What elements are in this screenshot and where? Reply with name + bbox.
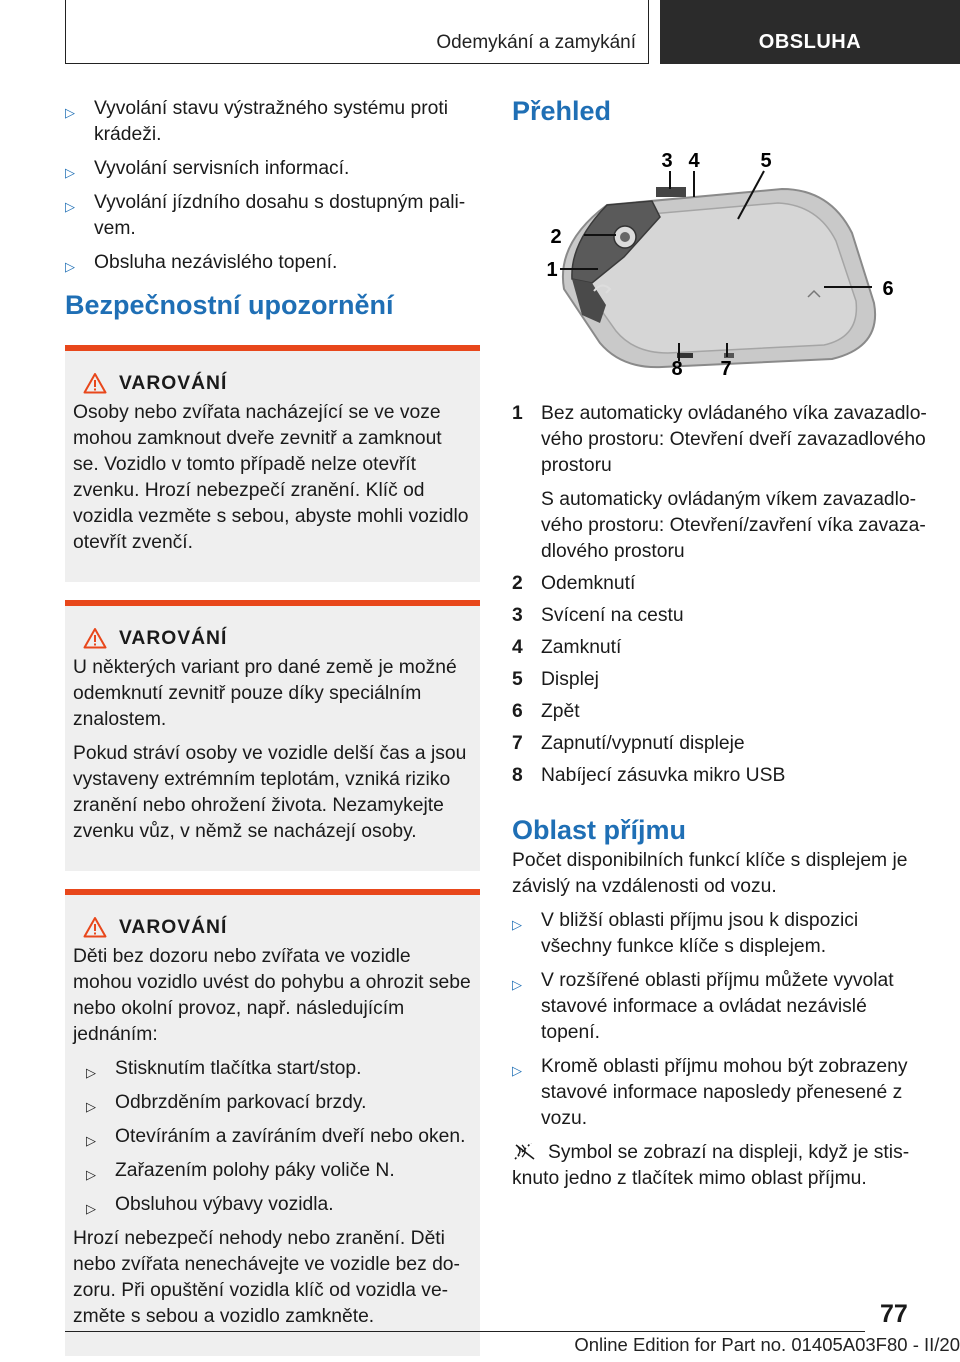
legend-number: 3 <box>512 605 523 626</box>
display-key-drawing <box>512 147 930 379</box>
warning-text: Pokud stráví osoby ve vozidle delší čas a jsou vystaveny extrémním teplotám, vzniká riziko zranění nebo ohrožení života. Nezamykejte zvenku vůz, v němž se nacházejí osoby. <box>73 743 467 842</box>
warning-text: Hrozí nebezpečí nehody nebo zranění. Děti nebo zvířata nenechávejte ve vozidle bez dozoru. Při opuštění vozidla klíč od vozidla vezměte s sebou a vozidlo zamkněte. <box>73 1228 460 1327</box>
triangle-bullet-icon: ▷ <box>512 977 522 992</box>
triangle-bullet-icon: ▷ <box>65 199 75 214</box>
warning-bullet-list <box>86 1056 472 1218</box>
legend-item: 2 Odemknutí <box>512 571 930 597</box>
triangle-bullet-icon: ▷ <box>512 1063 522 1078</box>
warning-box <box>65 345 480 582</box>
warning-title: VAROVÁNÍ <box>73 915 472 941</box>
list-item: ▷ Kromě oblasti příjmu mohou být zobrazeny stavové informace naposledy přenesené z vozu. <box>512 1056 908 1129</box>
legend-number: 6 <box>512 701 523 722</box>
header-rule-middle <box>648 0 649 64</box>
legend-number: 2 <box>512 573 523 594</box>
warning-title: VAROVÁNÍ <box>73 371 472 397</box>
legend-item: 4 Zamknutí <box>512 635 930 661</box>
callout-number: 5 <box>760 150 772 172</box>
list-item: ▷ Zařazením polohy páky voliče N. <box>86 1158 472 1184</box>
list-item: ▷ Odbrzděním parkovací brzdy. <box>86 1090 472 1116</box>
legend-number: 7 <box>512 733 523 754</box>
out-of-range-signal-icon <box>512 1143 540 1161</box>
range-bullet-list <box>512 908 930 1132</box>
warning-text: Osoby nebo zvířata nacházející se ve voze mohou zamknout dveře zevnitř a zamknout se. Vozidlo v tomto případě nelze otevřít zvenku. Hrozí nebezpečí zranění. Klíč od vozidla vezměte s sebou, abyste mohli vozidlo otevřít zvenčí. <box>73 402 469 553</box>
legend-number: 5 <box>512 669 523 690</box>
legend-item: 3 Svícení na cestu <box>512 603 930 629</box>
triangle-bullet-icon: ▷ <box>512 917 522 932</box>
list-item: ▷ Stisknutím tlačítka start/stop. <box>86 1056 472 1082</box>
legend-item: 6 Zpět <box>512 699 930 725</box>
triangle-bullet-icon: ▷ <box>86 1099 96 1114</box>
callout-number: 2 <box>550 226 562 248</box>
callout-number: 8 <box>671 358 683 379</box>
list-item: ▷ Vyvolání servisních informací. <box>65 156 480 182</box>
triangle-bullet-icon: ▷ <box>65 259 75 274</box>
footer-edition: Online Edition for Part no. 01405A03F80 - II/20 <box>574 1334 960 1355</box>
warning-box <box>65 600 480 871</box>
triangle-bullet-icon: ▷ <box>86 1065 96 1080</box>
list-item: ▷ Vyvolání stavu výstražného systému proti krádeži. <box>65 98 449 145</box>
list-item: ▷ Vyvolání jízdního dosahu s dostupným palivem. <box>65 192 466 239</box>
intro-bullet-list <box>65 96 480 276</box>
list-item: ▷ Obsluhou výbavy vozidla. <box>86 1192 472 1218</box>
list-item: ▷ Obsluha nezávislého topení. <box>65 250 480 276</box>
callout-number: 3 <box>661 150 673 172</box>
footer-rule <box>65 1331 865 1332</box>
range-intro: Počet disponibilních funkcí klíče s displejem je závislý na vzdálenosti od vozu. <box>512 850 908 897</box>
right-column <box>512 96 930 1192</box>
warning-triangle-icon <box>83 916 107 938</box>
triangle-bullet-icon: ▷ <box>86 1167 96 1182</box>
figure-legend <box>512 401 930 789</box>
legend-item: 5 Displej <box>512 667 930 693</box>
warning-triangle-icon <box>83 372 107 394</box>
warning-triangle-icon <box>83 627 107 649</box>
display-key-illustration <box>512 147 930 379</box>
left-column <box>65 96 480 1362</box>
triangle-bullet-icon: ▷ <box>86 1133 96 1148</box>
header-rule-bottom <box>65 63 649 64</box>
legend-number: 8 <box>512 765 523 786</box>
legend-item: 7 Zapnutí/vypnutí displeje <box>512 731 930 757</box>
overview-heading: Přehled <box>512 96 612 126</box>
range-heading: Oblast příjmu <box>512 815 687 845</box>
triangle-bullet-icon: ▷ <box>65 165 75 180</box>
safety-heading: Bezpečnostní upozornění <box>65 290 394 320</box>
warning-text: U některých variant pro dané země je možné odemknutí zevnitř pouze díky speciálním znalostem. <box>73 657 457 730</box>
callout-number: 4 <box>688 150 700 172</box>
legend-number: 4 <box>512 637 523 658</box>
warning-title: VAROVÁNÍ <box>73 626 472 652</box>
legend-item: 1 Bez automaticky ovládaného víka zavazadlového prostoru: Otevření dveří zavazadlového prostoru S automaticky ovládaným víkem zavazadlového prostoru: Otevření/zavření víka zavazadlového prostoru <box>512 403 927 562</box>
list-item: ▷ V rozšířené oblasti příjmu můžete vyvolat stavové informace a ovládat nezávislé topení. <box>512 970 894 1043</box>
list-item: ▷ Otevíráním a zavíráním dveří nebo oken. <box>86 1124 472 1150</box>
callout-number: 6 <box>882 278 894 300</box>
triangle-bullet-icon: ▷ <box>86 1201 96 1216</box>
header-chapter-tab: OBSLUHA <box>660 0 960 64</box>
triangle-bullet-icon: ▷ <box>65 105 75 120</box>
warning-text: Děti bez dozoru nebo zvířata ve vozidle mohou vozidlo uvést do pohybu a ohrozit sebe nebo okolní provoz, např. následujícím jednáním: <box>73 946 471 1045</box>
callout-number: 1 <box>546 259 558 281</box>
warning-box <box>65 889 480 1356</box>
list-item: ▷ V bližší oblasti příjmu jsou k dispozici všechny funkce klíče s displejem. <box>512 910 859 957</box>
header-section-title: Odemykání a zamykání <box>436 32 636 53</box>
callout-number: 7 <box>720 358 732 379</box>
header-rule-left <box>65 0 66 64</box>
legend-number: 1 <box>512 403 523 424</box>
legend-item: 8 Nabíjecí zásuvka mikro USB <box>512 763 930 789</box>
symbol-note: Symbol se zobrazí na displeji, když je stisknuto jedno z tlačítek mimo oblast příjmu. <box>512 1142 910 1189</box>
page-number: 77 <box>880 1300 908 1328</box>
